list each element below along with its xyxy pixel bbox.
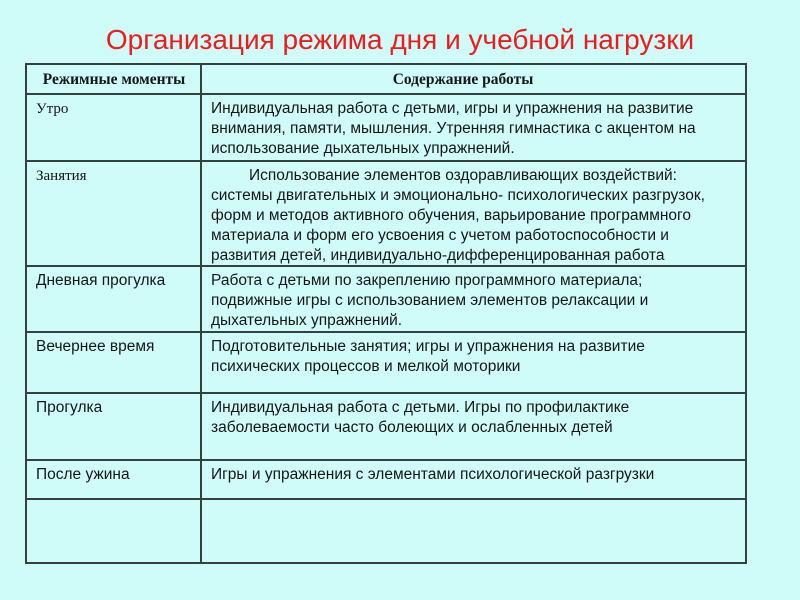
content-paragraph: системы двигательных и эмоционально- психологических разгрузок, форм и методов активного обучения, варьирование программного материала и форм его усвоения с учетом работоспособности и развития детей, индивидуально-дифференцированная работа [211,187,705,264]
table-row [27,333,745,394]
schedule-table [25,63,747,564]
moment-cell: После ужина [27,461,202,498]
table-row [27,162,745,267]
content-cell [202,500,745,562]
moment-cell: Прогулка [27,394,202,459]
moment-cell [27,500,202,562]
content-cell [202,95,745,160]
content-paragraph: Игры и упражнения с элементами психологической разгрузки [211,466,655,483]
table-row [27,461,745,500]
moment-cell: Вечернее время [27,333,202,392]
table-row [27,500,745,562]
header-moments: Режимные моменты [27,65,202,93]
content-cell [202,267,745,331]
slide-title: Организация режима дня и учебной нагрузки [105,24,695,55]
content-paragraph: Подготовительные занятия; игры и упражнения на развитие психических процессов и мелкой моторики [211,338,645,375]
content-cell [202,461,745,498]
content-cell [202,162,745,265]
moment-cell: Занятия [27,162,202,265]
content-paragraph: Индивидуальная работа с детьми. Игры по профилактике заболеваемости часто болеющих и ослабленных детей [211,399,630,436]
moment-cell: Утро [27,95,202,160]
content-cell [202,394,745,459]
content-cell [202,333,745,392]
table-row [27,95,745,162]
content-paragraph: Работа с детьми по закреплению программного материала; подвижные игры с использованием элементов релаксации и дыхательных упражнений. [211,272,649,329]
header-content: Содержание работы [392,71,534,88]
content-paragraph: Индивидуальная работа с детьми, игры и упражнения на развитие внимания, памяти, мышления. Утренняя гимнастика с акцентом на использование дыхательных упражнений. [211,100,696,157]
table-row [27,394,745,461]
moment-cell: Дневная прогулка [27,267,202,331]
table-header-row [27,65,745,95]
content-paragraph: Использование элементов оздоравливающих воздействий: [249,167,677,184]
table-row [27,267,745,333]
